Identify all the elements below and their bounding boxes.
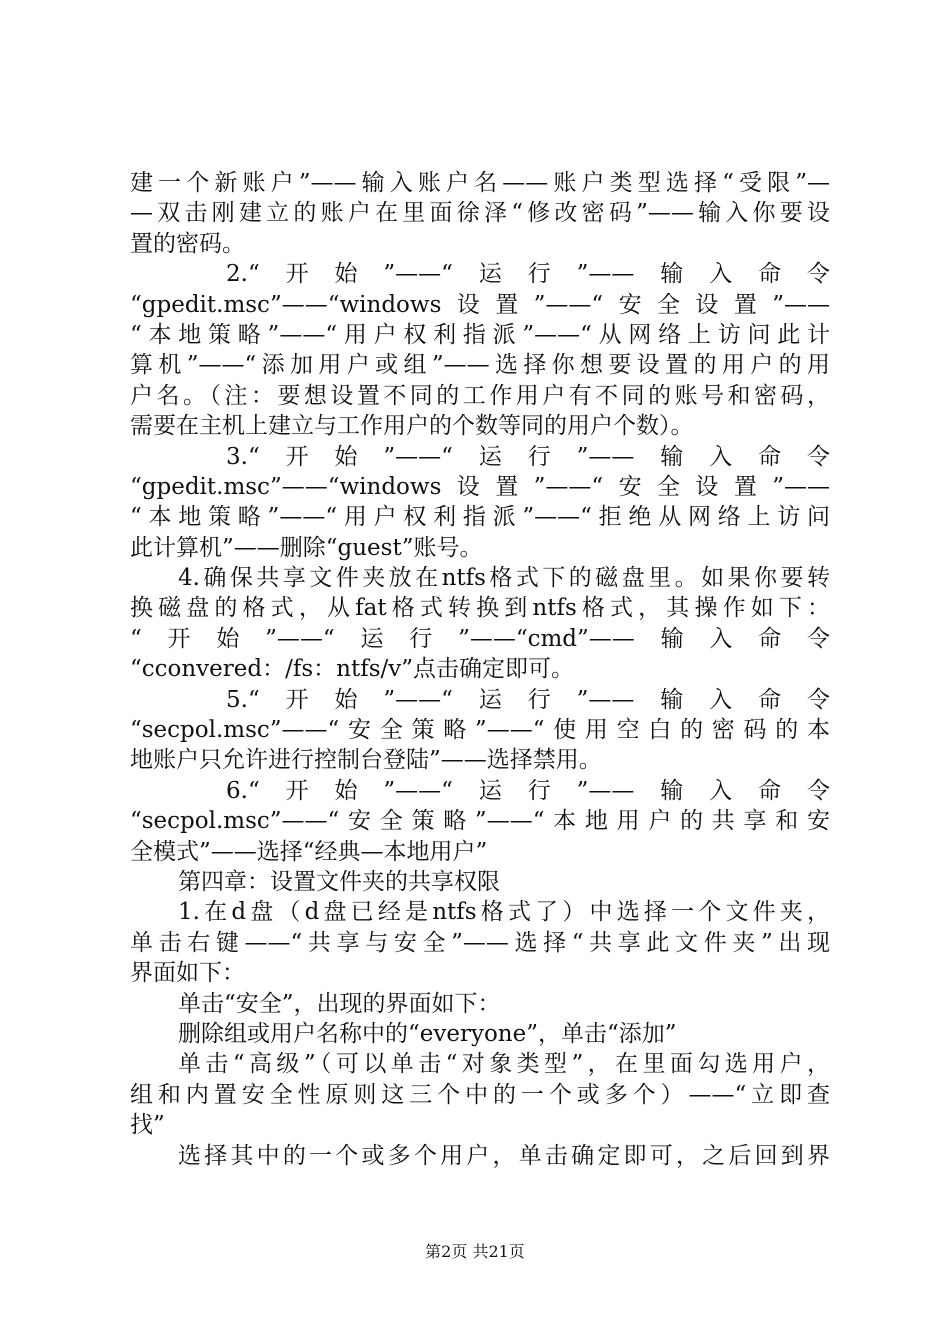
text-line: “gpedit.msc”——“windows设置”——“安全设置”——	[130, 291, 830, 318]
text-line: “cconvered：/fs：ntfs/v”点击确定即可。	[130, 656, 575, 683]
text-line: 全模式”——选择“经典—本地用户”	[130, 838, 488, 865]
text-line: 界面如下：	[130, 960, 245, 987]
page-footer: 第2页 共21页	[425, 1242, 525, 1261]
text-line: 1.在d盘（d盘已经是ntfs格式了）中选择一个文件夹，	[178, 899, 830, 926]
text-line: 找”	[130, 1112, 165, 1139]
text-line: 4.确保共享文件夹放在ntfs格式下的磁盘里。如果你要转	[178, 565, 830, 592]
text-line: 换磁盘的格式，从fat格式转换到ntfs格式，其操作如下：	[130, 595, 830, 622]
text-line: 此计算机”——删除“guest”账号。	[130, 534, 483, 561]
text-line: “本地策略”——“用户权利指派”——“从网络上访问此计	[130, 321, 830, 348]
text-line: “开始”——“运行”——“cmd”——输入命令	[130, 625, 830, 652]
text-line: 需要在主机上建立与工作用户的个数等同的用户个数）。	[130, 413, 694, 440]
text-line: 置的密码。	[130, 230, 245, 257]
text-line: “secpol.msc”——“安全策略”——“使用空白的密码的本	[130, 717, 830, 744]
text-line: 单击“安全”，出现的界面如下：	[178, 990, 501, 1017]
text-line: 建一个新账户”——输入账户名——账户类型选择“受限”—	[130, 170, 830, 196]
text-line: 算机”——“添加用户或组”——选择你想要设置的用户的用	[130, 352, 830, 379]
text-line: 组和内置安全性原则这三个中的一个或多个）——“立即查	[130, 1081, 830, 1108]
text-line: 选择其中的一个或多个用户，单击确定即可，之后回到界	[178, 1142, 830, 1169]
text-line: 地账户只允许进行控制台登陆”——选择禁用。	[130, 747, 602, 774]
text-line: “gpedit.msc”——“windows设置”——“安全设置”——	[130, 473, 830, 500]
text-line: 单击右键——“共享与安全”——选择“共享此文件夹”出现	[130, 929, 830, 956]
text-line: 第四章：设置文件夹的共享权限	[178, 868, 500, 895]
text-line: “secpol.msc”——“安全策略”——“本地用户的共享和安	[130, 808, 830, 835]
text-line: 单击“高级”（可以单击“对象类型”，在里面勾选用户，	[178, 1051, 830, 1078]
text-line: 5.“开始”——“运行”——输入命令	[226, 686, 830, 713]
text-line: —双击刚建立的账户在里面徐泽“修改密码”——输入你要设	[130, 200, 830, 227]
document-body	[130, 168, 830, 1171]
text-line: 2.“开始”——“运行”——输入命令	[226, 261, 830, 288]
text-line: 户名。（注：要想设置不同的工作用户有不同的账号和密码，	[130, 382, 830, 409]
text-line: 删除组或用户名称中的“everyone”，单击“添加”	[178, 1020, 677, 1047]
text-line: 6.“开始”——“运行”——输入命令	[226, 777, 830, 804]
text-line: 3.“开始”——“运行”——输入命令	[226, 443, 830, 470]
text-line: “本地策略”——“用户权利指派”——“拒绝从网络上访问	[130, 504, 830, 531]
